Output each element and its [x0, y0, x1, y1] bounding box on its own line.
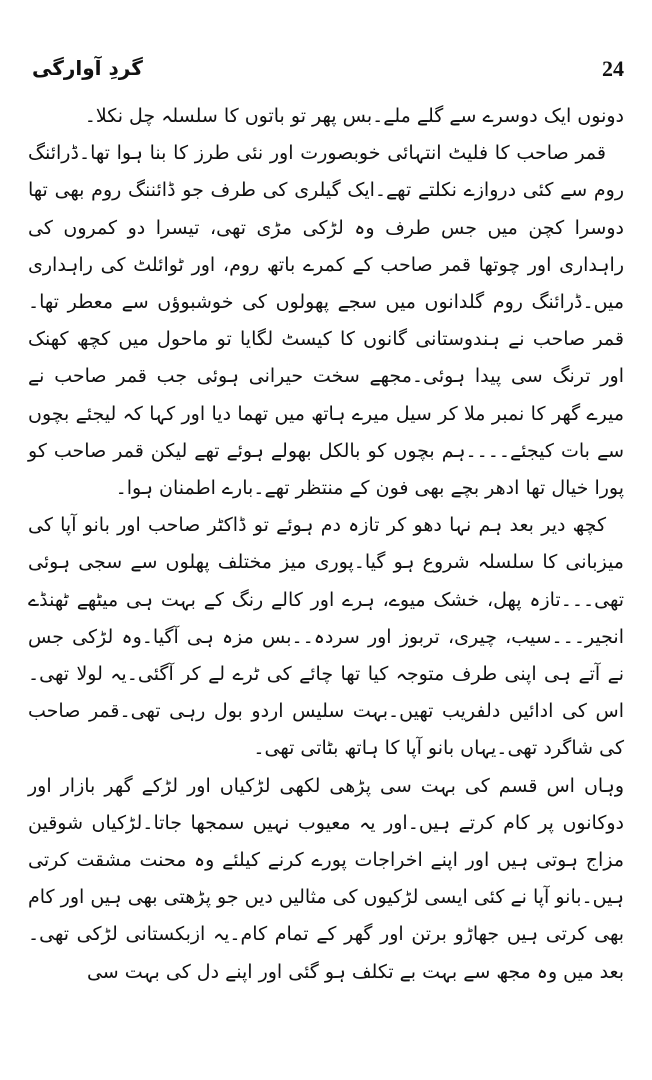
body-text [28, 98, 624, 991]
running-title: گردِ آوارگی [32, 56, 143, 80]
book-page [28, 40, 624, 1060]
paragraph-4: وہاں اس قسم کی بہت سی پڑھی لکھی لڑکیاں اور لڑکے گھر بازار اور دوکانوں پر کام کرتے ہیں۔اور یہ معیوب نہیں سمجھا جاتا۔لڑکیاں شوقین مزاج ہوتی ہیں اور اپنے اخراجات پورے کرنے کیلئے وہ محنت مشقت کرتی ہیں۔بانو آپا نے کئی ایسی لڑکیوں کی مثالیں دیں جو پڑھتی بھی ہیں اور کام بھی کرتی ہیں جھاڑو برتن اور گھر کے تمام کام۔یہ ازبکستانی لڑکی تھی۔بعد میں وہ مجھ سے بہت بے تکلف ہو گئی اور اپنے دل کی بہت سی [28, 774, 624, 983]
page-header [28, 40, 624, 98]
paragraph-1: دونوں ایک دوسرے سے گلے ملے۔بس پھر تو باتوں کا سلسلہ چل نکلا۔ [84, 105, 624, 127]
paragraph-3: کچھ دیر بعد ہم نہا دھو کر تازہ دم ہوئے تو ڈاکٹر صاحب اور بانو آپا کی میزبانی کا سلسلہ شروع ہو گیا۔پوری میز مختلف پھلوں سے سجی ہوئی تھی۔۔۔تازہ پھل، خشک میوے، ہرے اور کالے رنگ کے بہت ہی میٹھے ٹھنڈے انجیر۔۔۔سیب، چیری، تربوز اور سردہ۔۔بس مزہ ہی آگیا۔وہ لڑکی جس نے آتے ہی اپنی طرف متوجہ کیا تھا چائے کی ٹرے لے کر آگئی۔یہ لولا تھی۔اس کی ادائیں دلفریب تھیں۔بہت سلیس اردو بول رہی تھی۔قمر صاحب کی شاگرد تھی۔یہاں بانو آپا کا ہاتھ بٹاتی تھی۔ [28, 514, 624, 760]
paragraph-2: قمر صاحب کا فلیٹ انتہائی خوبصورت اور نئی طرز کا بنا ہوا تھا۔ڈرائنگ روم سے کئی دروازے نکلتے تھے۔ایک گیلری کی طرف جو ڈائننگ روم بھی تھا دوسرا کچن میں جس طرف وہ لڑکی مڑی تھی، تیسرا دو کمروں کی راہداری اور چوتھا قمر صاحب کے کمرے باتھ روم، اور ٹوائلٹ کی راہداری میں۔ڈرائنگ روم گلدانوں میں سجے پھولوں کی خوشبوؤں سے معطر تھا۔قمر صاحب نے ہندوستانی گانوں کا کیسٹ لگایا تو ماحول میں کچھ کھنک اور ترنگ سی پیدا ہوئی۔مجھے سخت حیرانی ہوئی جب قمر صاحب نے میرے گھر کا نمبر ملا کر سیل میرے ہاتھ میں تھما دیا اور کہا کہ لیجئے بچوں سے بات کیجئے۔۔۔۔ہم بچوں کو بالکل بھولے ہوئے تھے لیکن قمر صاحب کو پورا خیال تھا ادھر بچے بھی فون کے منتظر تھے۔بارے اطمنان ہوا۔ [28, 142, 624, 500]
page-number: 24 [602, 56, 624, 81]
